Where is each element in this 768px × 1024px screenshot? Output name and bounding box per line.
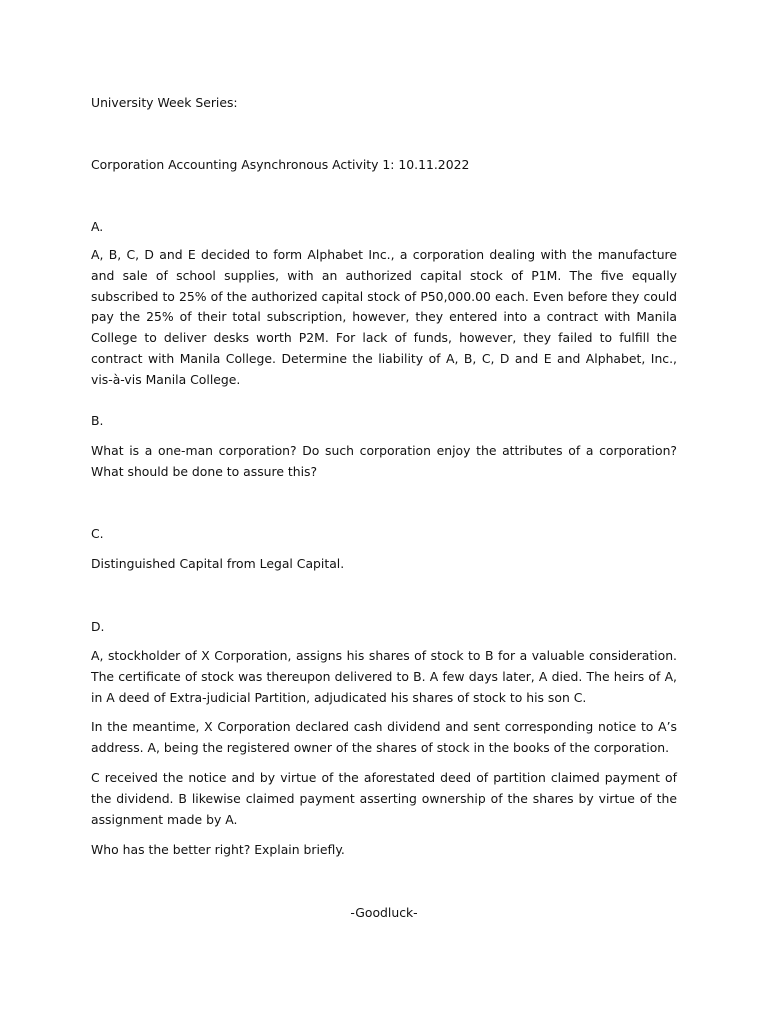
section-c-label: C. bbox=[91, 526, 104, 541]
activity-title: Corporation Accounting Asynchronous Activity 1: 10.11.2022 bbox=[91, 157, 470, 172]
section-a-label: A. bbox=[91, 219, 104, 234]
section-d-paragraph-1: A, stockholder of X Corporation, assigns his shares of stock to B for a valuable consideration. The certificate of stock was thereupon delivered to B. A few days later, A died. The heirs of A, in A deed of Extra-judicial Partition, adjudicated his shares of stock to his son C. bbox=[91, 648, 677, 705]
section-d-label: D. bbox=[91, 619, 105, 634]
section-d-paragraph-3: C received the notice and by virtue of the aforestated deed of partition claimed payment of the dividend. B likewise claimed payment asserting ownership of the shares by virtue of the assignment made by A. bbox=[91, 770, 677, 827]
closing-text: -Goodluck- bbox=[350, 905, 418, 920]
section-a-paragraph: A, B, C, D and E decided to form Alphabet Inc., a corporation dealing with the manufacture and sale of school supplies, with an authorized capital stock of P1M. The five equally subscribed to 25% of the authorized capital stock of P50,000.00 each. Even before they could pay the 25% of their total subscription, however, they entered into a contract with Manila College to deliver desks worth P2M. For lack of funds, however, they failed to fulfill the contract with Manila College. Determine the liability of A, B, C, D and E and Alphabet, Inc., vis-à-vis Manila College. bbox=[91, 247, 677, 387]
section-d-paragraph-2: In the meantime, X Corporation declared cash dividend and sent corresponding notice to A’s address. A, being the registered owner of the shares of stock in the books of the corporation. bbox=[91, 719, 677, 755]
section-d-paragraph-4: Who has the better right? Explain briefly. bbox=[91, 842, 345, 857]
section-b-label: B. bbox=[91, 413, 104, 428]
series-title: University Week Series: bbox=[91, 95, 238, 110]
section-c-paragraph: Distinguished Capital from Legal Capital. bbox=[91, 556, 345, 571]
section-b-paragraph: What is a one-man corporation? Do such corporation enjoy the attributes of a corporation? What should be done to assure this? bbox=[91, 443, 677, 479]
